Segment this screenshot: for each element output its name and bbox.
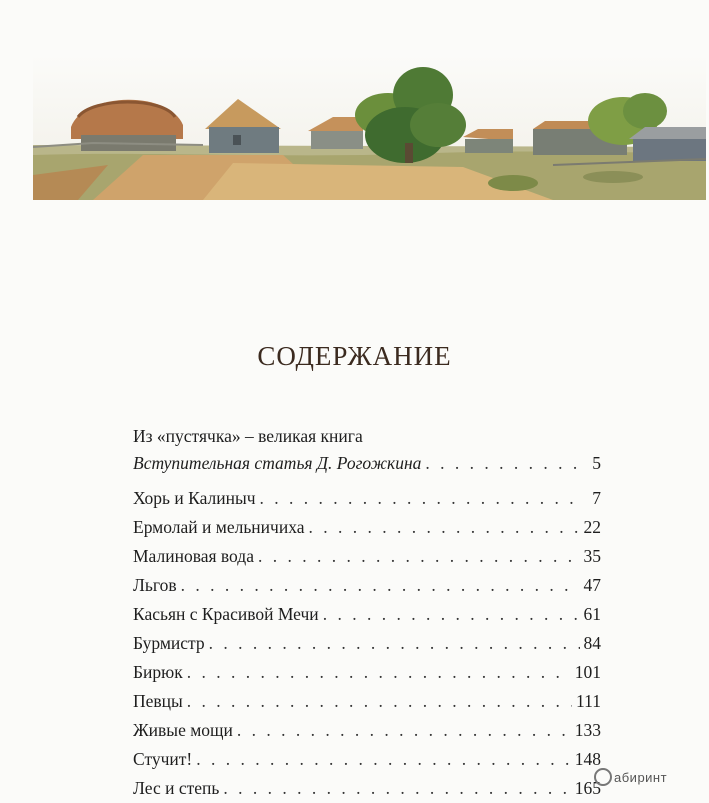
entry-title: Малиновая вода: [133, 546, 254, 566]
entry-title: Стучит!: [133, 749, 193, 769]
entry-title: Бурмистр: [133, 633, 205, 653]
page-number: 7: [592, 488, 601, 508]
dot-leader: [309, 513, 580, 542]
toc-entry[interactable]: [133, 542, 601, 571]
page-number: 148: [574, 749, 601, 769]
toc-entry[interactable]: [133, 600, 601, 629]
dot-leader: [196, 745, 570, 774]
entry-title: Касьян с Красивой Мечи: [133, 604, 319, 624]
intro-subtitle-row: [133, 449, 601, 478]
page-number: 22: [583, 517, 601, 537]
toc-entries: [133, 484, 601, 803]
toc-entry[interactable]: [133, 513, 601, 542]
dot-leader: [260, 484, 585, 513]
page-title: СОДЕРЖАНИЕ: [257, 341, 452, 371]
dot-leader: [237, 716, 571, 745]
entry-title: Ермолай и мельничиха: [133, 517, 305, 537]
intro-title: Из «пустячка» – великая книга: [133, 426, 363, 446]
toc-entry[interactable]: [133, 716, 601, 745]
dot-leader: [425, 449, 585, 478]
page-number: 111: [576, 691, 601, 711]
page-number: 84: [583, 633, 601, 653]
page-number: 47: [583, 575, 601, 595]
entry-title: Певцы: [133, 691, 183, 711]
entry-title: Льгов: [133, 575, 177, 595]
page-number: 165: [574, 778, 601, 798]
page-number: 35: [583, 546, 601, 566]
toc-entry[interactable]: [133, 774, 601, 803]
entry-title: Хорь и Калиныч: [133, 488, 256, 508]
toc-entry[interactable]: [133, 629, 601, 658]
entry-title: Бирюк: [133, 662, 183, 682]
toc-entry[interactable]: [133, 745, 601, 774]
watermark-text: абиринт: [614, 770, 668, 785]
page-number: 5: [592, 453, 601, 473]
dot-leader: [187, 687, 572, 716]
dot-leader: [209, 629, 580, 658]
watermark: [592, 760, 709, 796]
entry-title: Живые мощи: [133, 720, 233, 740]
toc-entry[interactable]: [133, 484, 601, 513]
dot-leader: [258, 542, 580, 571]
intro-subtitle: Вступительная статья Д. Рогожкина: [133, 453, 422, 473]
toc-entry[interactable]: [133, 571, 601, 600]
page-number: 133: [574, 720, 601, 740]
page-number: 61: [583, 604, 601, 624]
table-of-contents: [133, 424, 601, 803]
labirint-logo-icon: [594, 768, 612, 786]
toc-entry[interactable]: [133, 658, 601, 687]
dot-leader: [223, 774, 570, 803]
page-number: 101: [574, 662, 601, 682]
dot-leader: [187, 658, 571, 687]
village-illustration: [33, 55, 706, 200]
dot-leader: [181, 571, 580, 600]
toc-intro-entry[interactable]: [133, 424, 601, 484]
dot-leader: [323, 600, 580, 629]
entry-title: Лес и степь: [133, 778, 220, 798]
toc-entry[interactable]: [133, 687, 601, 716]
